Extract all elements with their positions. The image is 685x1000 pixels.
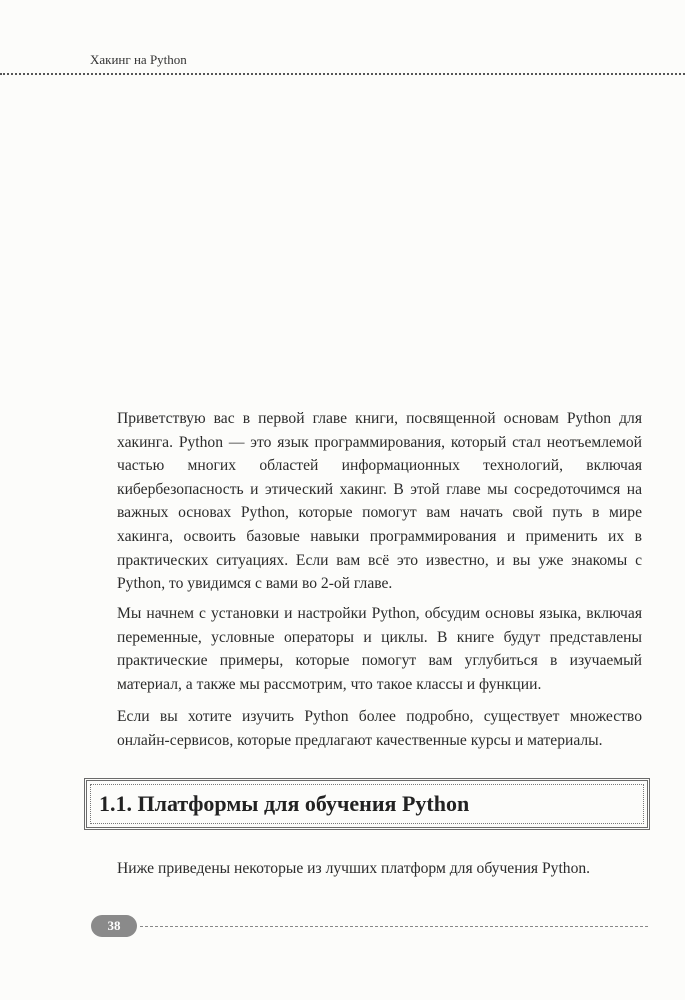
section-heading: 1.1. Платформы для обучения Python (99, 791, 470, 816)
section-intro-text: Ниже приведены некоторые из лучших платформ для обучения Python. (117, 860, 591, 877)
body-paragraph-1: Приветствую вас в первой главе книги, посвященной основам Python для хакинга. Python — это язык программирования, который стал неотъемлемой частью многих областей информационных технологий, включая кибербезопасность и этический хакинг. В этой главе мы сосредоточимся на важных основах Python, которые помогут вам начать свой путь в мире хакинга, освоить базовые навыки программирования и применить их в практических ситуациях. Если вам всё это известно, и вы уже знакомы с Python, то увидимся с вами во 2-ой главе. (117, 410, 642, 593)
running-header: Хакинг на Python (90, 52, 187, 67)
page-number-badge: 38 (91, 915, 137, 937)
body-paragraph-2: Мы начнем с установки и настройки Python, обсудим основы языка, включая переменные, условные операторы и циклы. В книге будут представлены практические примеры, которые помогут вам углубиться в изучаемый материал, а также мы рассмотрим, что такое классы и функции. (117, 605, 642, 693)
header-divider (0, 73, 685, 75)
body-paragraph-3: Если вы хотите изучить Python более подробно, существует множество онлайн-сервисов, которые предлагают качественные курсы и материалы. (117, 708, 642, 749)
section-heading-frame (84, 778, 650, 830)
footer-divider (140, 926, 648, 927)
